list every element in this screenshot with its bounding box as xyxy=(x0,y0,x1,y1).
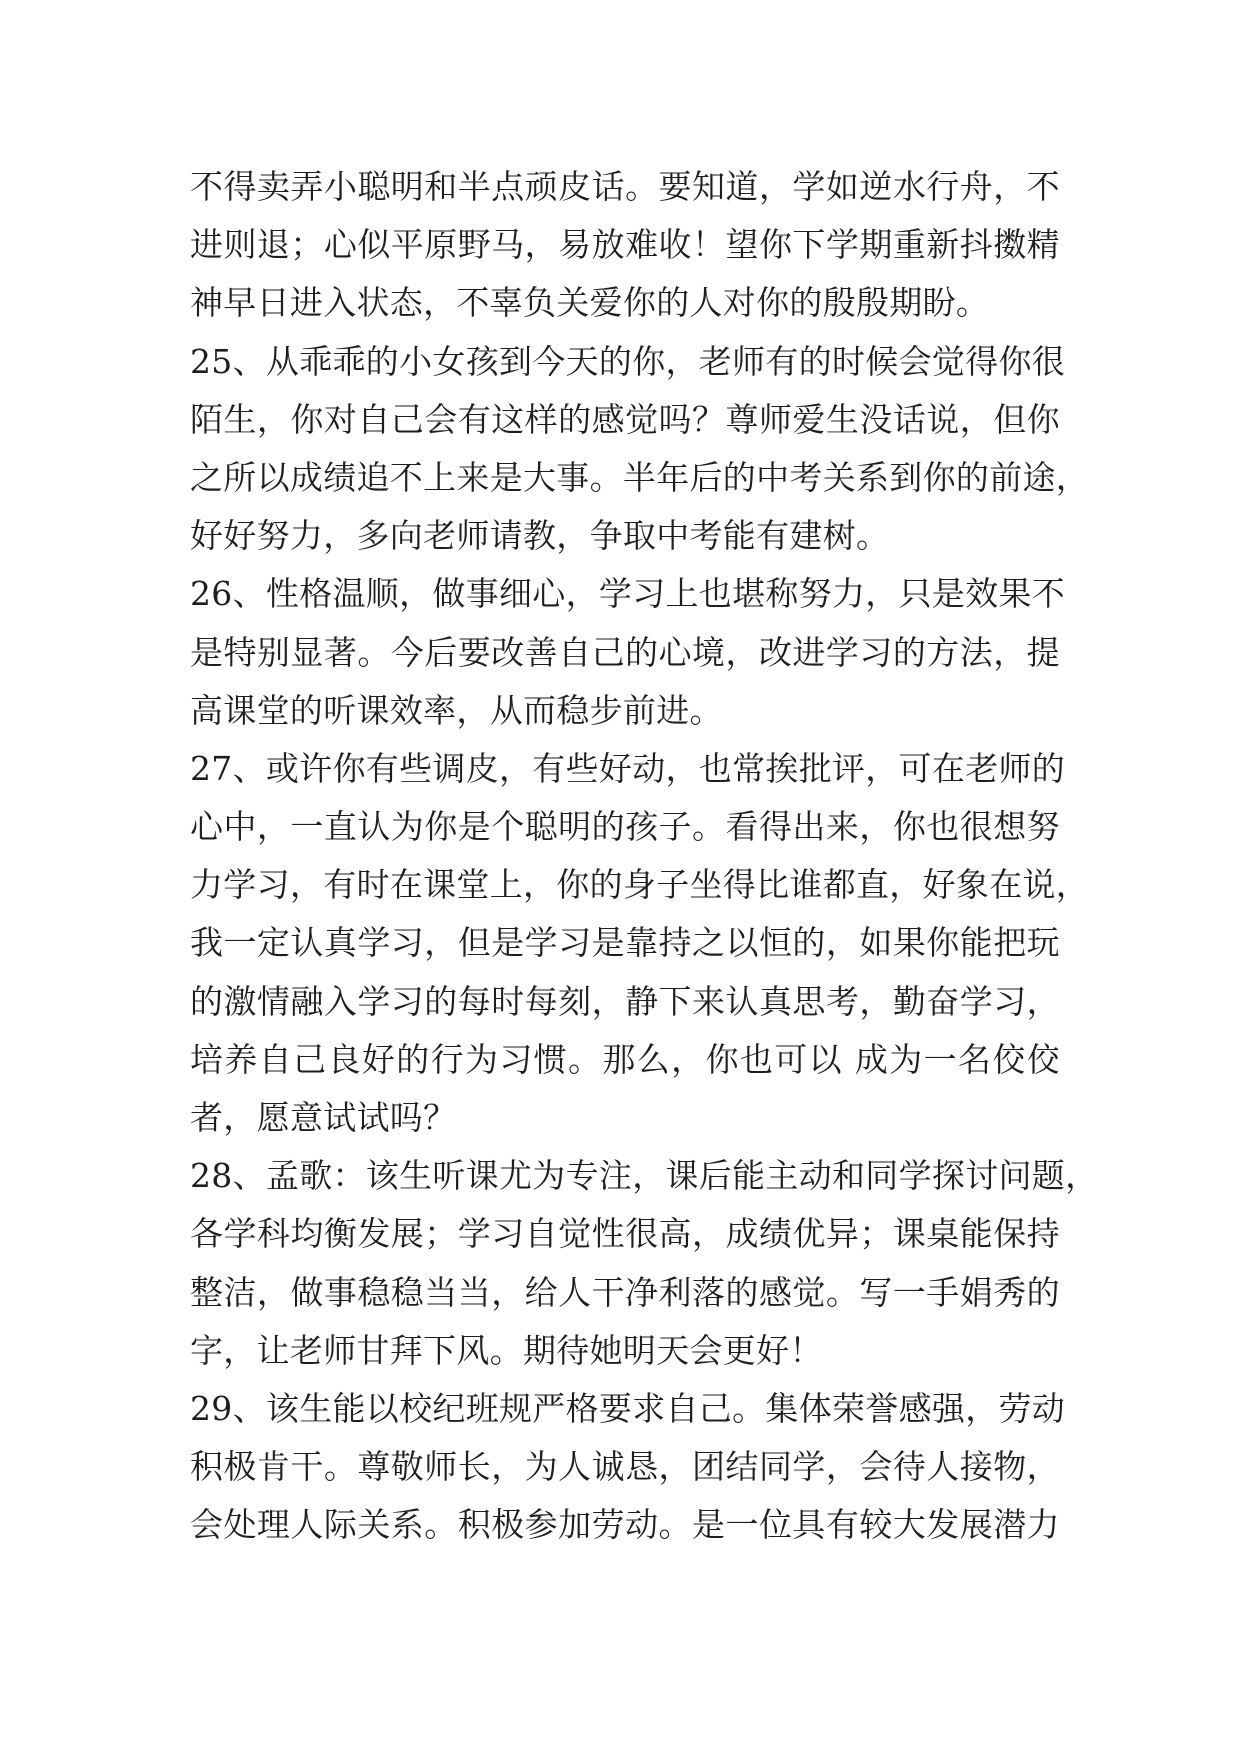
text-line: 25、从乖乖的小女孩到今天的你，老师有的时候会觉得你很 xyxy=(190,341,1066,381)
text-line: 26、性格温顺，做事细心，学习上也堪称努力，只是效果不 xyxy=(190,574,1066,614)
text-line: 各学科均衡发展；学习自觉性很高，成绩优异；课桌能保持 xyxy=(190,1214,1060,1254)
text-line: 29、该生能以校纪班规严格要求自己。集体荣誉感强，劳动 xyxy=(190,1388,1066,1428)
text-line: 27、或许你有些调皮，有些好动，也常挨批评，可在老师的 xyxy=(190,748,1066,788)
text-line: 是特别显著。今后要改善自己的心境，改进学习的方法，提 xyxy=(190,632,1060,672)
text-line: 28、孟歌：该生听课尤为专注，课后能主动和同学探讨问题， xyxy=(190,1156,1099,1196)
text-line: 整洁，做事稳稳当当，给人干净利落的感觉。写一手娟秀的 xyxy=(190,1272,1060,1312)
text-line: 神早日进入状态，不辜负关爱你的人对你的殷殷期盼。 xyxy=(190,283,990,323)
text-line: 会处理人际关系。积极参加劳动。是一位具有较大发展潜力 xyxy=(190,1505,1060,1545)
text-line: 者，愿意试试吗？ xyxy=(190,1098,457,1137)
text-line: 我一定认真学习，但是学习是靠持之以恒的，如果你能把玩 xyxy=(190,923,1060,963)
text-line: 高课堂的听课效率，从而稳步前进。 xyxy=(190,690,723,730)
text-line: 的激情融入学习的每时每刻，静下来认真思考，勤奋学习， xyxy=(190,981,1060,1021)
text-line: 不得卖弄小聪明和半点顽皮话。要知道，学如逆水行舟，不 xyxy=(190,167,1060,206)
document-body xyxy=(190,158,1099,1555)
text-line: 力学习，有时在课堂上，你的身子坐得比谁都直，好象在说， xyxy=(190,865,1090,905)
text-line: 陌生，你对自己会有这样的感觉吗？尊师爱生没话说，但你 xyxy=(190,399,1060,439)
text-line: 好好努力，多向老师请教，争取中考能有建树。 xyxy=(190,516,890,556)
text-line: 积极肯干。尊敬师长，为人诚恳，团结同学，会待人接物， xyxy=(190,1447,1060,1487)
text-line: 之所以成绩追不上来是大事。半年后的中考关系到你的前途， xyxy=(190,457,1090,497)
text-line: 培养自己良好的行为习惯。那么，你也可以 成为一名佼佼 xyxy=(190,1039,1060,1079)
text-line: 进则退；心似平原野马，易放难收！望你下学期重新抖擞精 xyxy=(190,225,1060,265)
text-line: 字，让老师甘拜下风。期待她明天会更好！ xyxy=(190,1330,823,1370)
text-line: 心中，一直认为你是个聪明的孩子。看得出来，你也很想努 xyxy=(190,807,1060,847)
